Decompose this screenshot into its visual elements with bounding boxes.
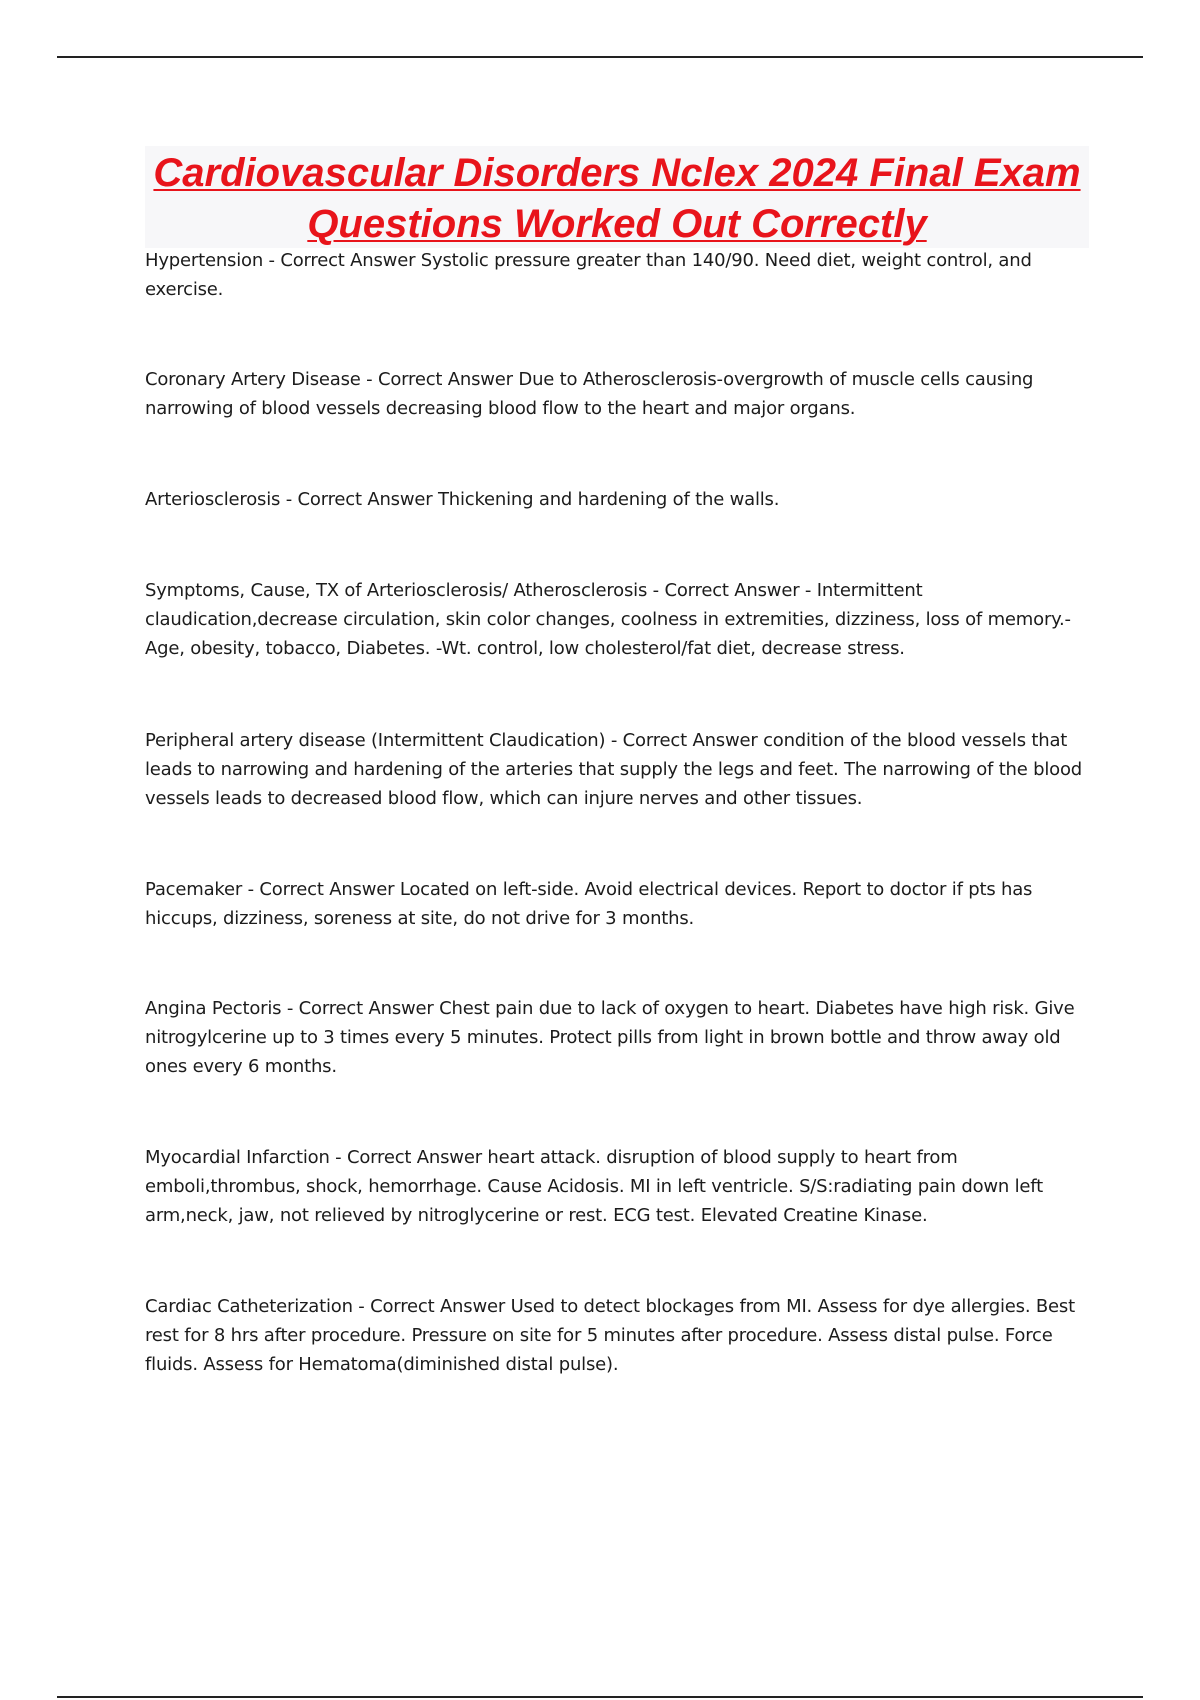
qa-entry-pacemaker: Pacemaker - Correct Answer Located on left-side. Avoid electrical devices. Report to doctor if pts has hiccups, dizziness, soreness at site, do not drive for 3 months. [145,879,1033,929]
qa-entry-peripheral-artery-disease: Peripheral artery disease (Intermittent Claudication) - Correct Answer condition of the blood vessels that leads to narrowing and hardening of the arteries that supply the legs and feet. The narrowing of the blood vessels leads to decreased blood flow, which can injure nerves and other tissues. [145,730,1083,809]
qa-entry-cardiac-catheterization: Cardiac Catheterization - Correct Answer Used to detect blockages from MI. Assess for dye allergies. Best rest for 8 hrs after procedure. Pressure on site for 5 minutes after procedure. Assess distal pulse. Force fluids. Assess for Hematoma(diminished distal pulse). [145,1296,1075,1375]
qa-entry-myocardial-infarction: Myocardial Infarction - Correct Answer heart attack. disruption of blood supply to heart from emboli,thrombus, shock, hemorrhage. Cause Acidosis. MI in left ventricle. S/S:radiating pain down left arm,neck, jaw, not relieved by nitroglycerine or rest. ECG test. Elevated Creatine Kinase. [145,1147,1043,1226]
top-rule [57,56,1143,58]
bottom-rule [57,1696,1143,1698]
qa-entry-angina-pectoris: Angina Pectoris - Correct Answer Chest pain due to lack of oxygen to heart. Diabetes have high risk. Give nitrogylcerine up to 3 times every 5 minutes. Protect pills from light in brown bottle and throw away old ones every 6 months. [145,998,1075,1077]
document-title: Cardiovascular Disorders Nclex 2024 Final Exam Questions Worked Out Correctly [153,151,1081,246]
qa-entry-arteriosclerosis: Arteriosclerosis - Correct Answer Thickening and hardening of the walls. [145,489,780,510]
title-banner [145,146,1089,248]
qa-entry-hypertension: Hypertension - Correct Answer Systolic pressure greater than 140/90. Need diet, weight control, and exercise. [145,250,1032,300]
qa-entry-coronary-artery-disease: Coronary Artery Disease - Correct Answer Due to Atherosclerosis-overgrowth of muscle cells causing narrowing of blood vessels decreasing blood flow to the heart and major organs. [145,369,1034,419]
qa-entry-symptoms-cause-tx: Symptoms, Cause, TX of Arteriosclerosis/ Atherosclerosis - Correct Answer - Intermittent claudication,decrease circulation, skin color changes, coolness in extremities, dizziness, loss of memory.- Age, obesity, tobacco, Diabetes. -Wt. control, low cholesterol/fat diet, decrease stress. [145,580,1071,659]
